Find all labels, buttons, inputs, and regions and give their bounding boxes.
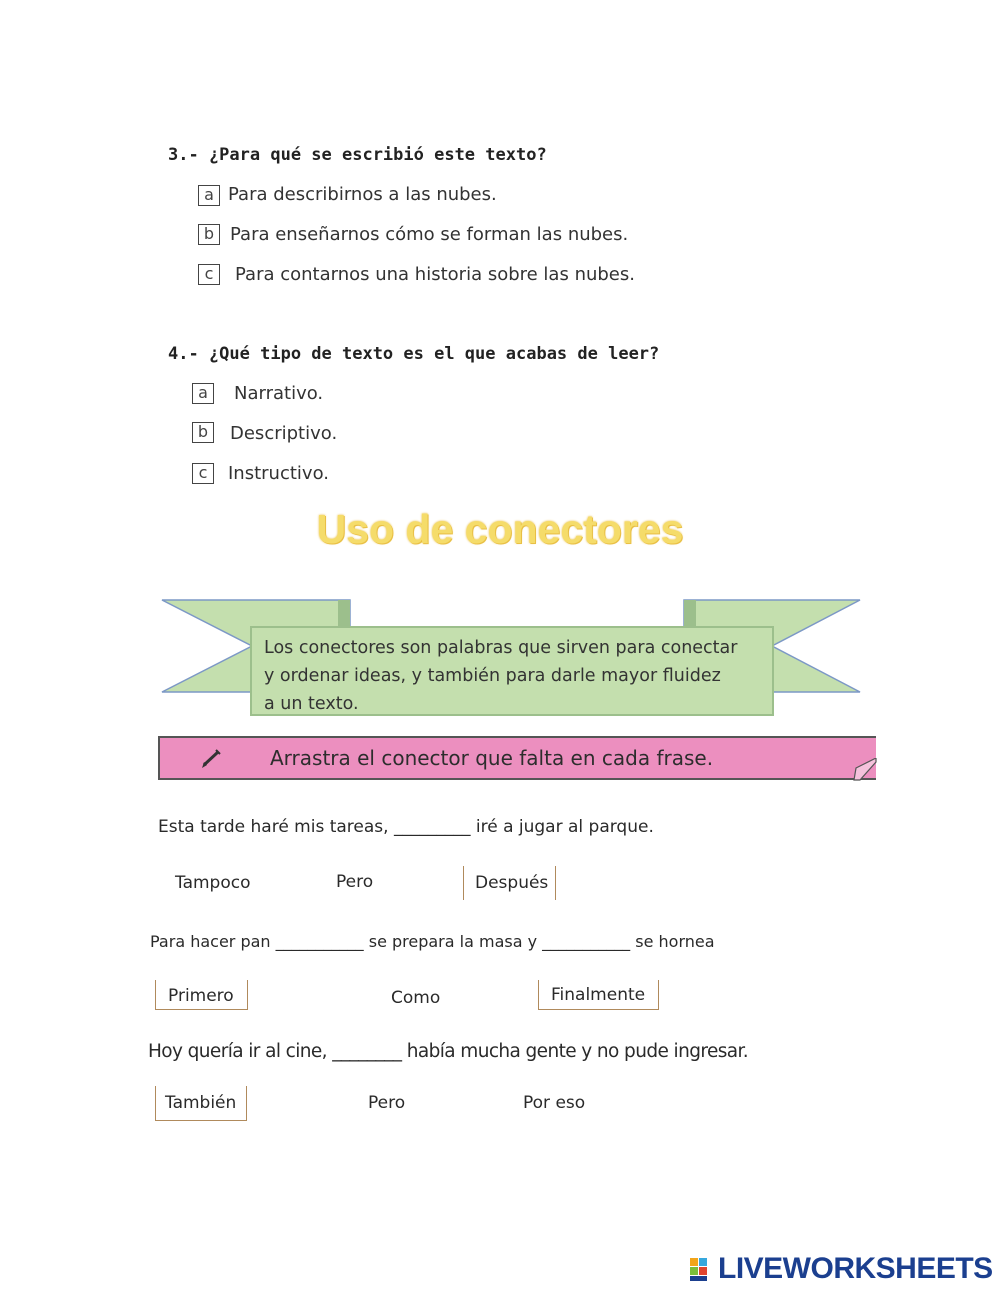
option-4a-checkbox[interactable]: a	[192, 383, 214, 404]
exercise-2-choice-finalmente[interactable]: Finalmente	[551, 985, 646, 1005]
option-4b-text: Descriptivo.	[230, 423, 338, 444]
definition-line-2: y ordenar ideas, y también para darle mayor fluidez	[264, 666, 721, 686]
exercise-2-sentence: Para hacer pan ___________ se prepara la masa y ___________ se hornea	[150, 932, 715, 951]
definition-box	[250, 626, 774, 716]
option-3b-text: Para enseñarnos cómo se forman las nubes.	[230, 224, 629, 245]
definition-line-3: a un texto.	[264, 694, 359, 714]
page-curl-icon	[852, 758, 878, 782]
ribbon-right-fold	[684, 600, 696, 626]
definition-line-1: Los conectores son palabras que sirven para conectar	[264, 638, 738, 658]
exercise-1-choice-pero[interactable]: Pero	[336, 872, 374, 892]
exercise-3-choice-tambien[interactable]: También	[165, 1093, 237, 1113]
ribbon-left-fold	[338, 600, 350, 626]
exercise-3-choice-por-eso[interactable]: Por eso	[523, 1093, 586, 1113]
instruction-text: Arrastra el conector que falta en cada frase.	[270, 746, 714, 770]
liveworksheets-brand[interactable]: LIVEWORKSHEETS	[718, 1252, 993, 1285]
exercise-1-sentence: Esta tarde haré mis tareas, _________ iré a jugar al parque.	[158, 817, 654, 837]
option-4c-checkbox[interactable]: c	[192, 463, 214, 484]
option-4c-text: Instructivo.	[228, 463, 329, 484]
question-3-title: 3.- ¿Para qué se escribió este texto?	[168, 145, 547, 165]
exercise-1-choice-despues[interactable]: Después	[475, 873, 549, 893]
exercise-2-choice-como[interactable]: Como	[391, 988, 441, 1008]
exercise-3-sentence: Hoy quería ir al cine, ________ había mucha gente y no pude ingresar.	[148, 1041, 749, 1062]
option-3a-text: Para describirnos a las nubes.	[228, 184, 497, 205]
option-3c-text: Para contarnos una historia sobre las nubes.	[235, 264, 635, 285]
section-title: Uso de conectores	[316, 506, 684, 552]
liveworksheets-logo-icon	[690, 1258, 718, 1282]
exercise-1-choice-tampoco[interactable]: Tampoco	[175, 873, 251, 893]
question-4-title: 4.- ¿Qué tipo de texto es el que acabas de leer?	[168, 344, 660, 364]
pencil-icon	[200, 747, 224, 769]
exercise-3-choice-pero[interactable]: Pero	[368, 1093, 406, 1113]
option-4a-text: Narrativo.	[234, 383, 324, 404]
option-4b-checkbox[interactable]: b	[192, 422, 214, 443]
option-3b-checkbox[interactable]: b	[198, 224, 220, 245]
exercise-2-choice-primero[interactable]: Primero	[168, 986, 234, 1006]
option-3a-checkbox[interactable]: a	[198, 185, 220, 206]
option-3c-checkbox[interactable]: c	[198, 264, 220, 285]
